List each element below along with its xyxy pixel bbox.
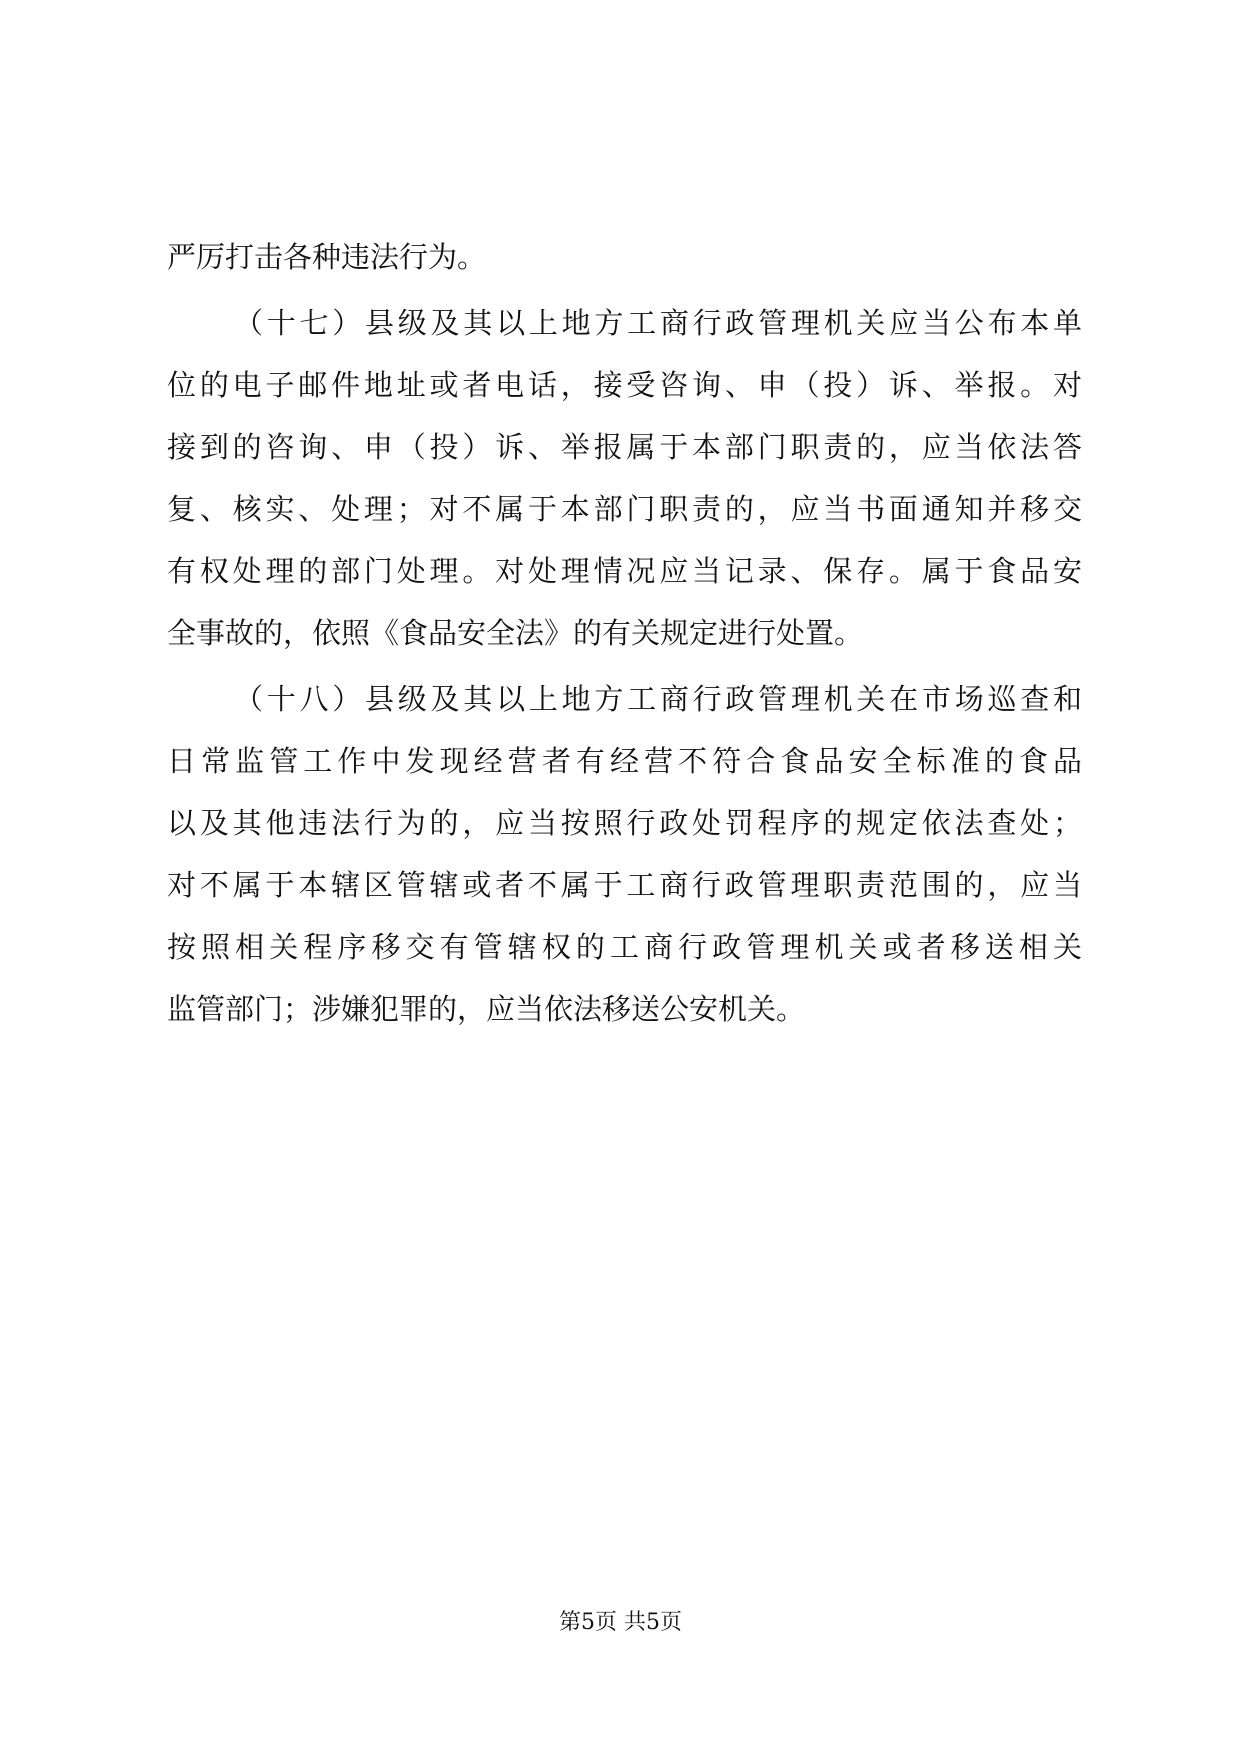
paragraph-line: 日常监管工作中发现经营者有经营不符合食品安全标准的食品	[167, 744, 1082, 778]
paragraph-line: （十七）县级及其以上地方工商行政管理机关应当公布本单	[234, 306, 1082, 340]
paragraph-line: 严厉打击各种违法行为。	[167, 240, 487, 274]
paragraph-line: 全事故的，依照《食品安全法》的有关规定进行处置。	[167, 616, 864, 650]
paragraph-line: 监管部门；涉嫌犯罪的，应当依法移送公安机关。	[167, 992, 806, 1026]
paragraph-line: 复、核实、处理；对不属于本部门职责的，应当书面通知并移交	[167, 492, 1082, 526]
paragraph-line: 有权处理的部门处理。对处理情况应当记录、保存。属于食品安	[167, 554, 1082, 588]
paragraph-17	[167, 292, 1082, 664]
paragraph-line: 接到的咨询、申（投）诉、举报属于本部门职责的，应当依法答	[167, 430, 1082, 464]
paragraph-line: 位的电子邮件地址或者电话，接受咨询、申（投）诉、举报。对	[167, 368, 1082, 402]
paragraph-line: 按照相关程序移交有管辖权的工商行政管理机关或者移送相关	[167, 930, 1082, 964]
body-text	[167, 226, 1082, 1040]
paragraph-line: （十八）县级及其以上地方工商行政管理机关在市场巡查和	[234, 682, 1082, 716]
paragraph-line: 以及其他违法行为的，应当按照行政处罚程序的规定依法查处；	[167, 806, 1082, 840]
paragraph-1	[167, 226, 1082, 288]
paragraph-line: 对不属于本辖区管辖或者不属于工商行政管理职责范围的，应当	[167, 868, 1082, 902]
page-footer: 第5页 共5页	[559, 1610, 682, 1635]
paragraph-18	[167, 668, 1082, 1040]
